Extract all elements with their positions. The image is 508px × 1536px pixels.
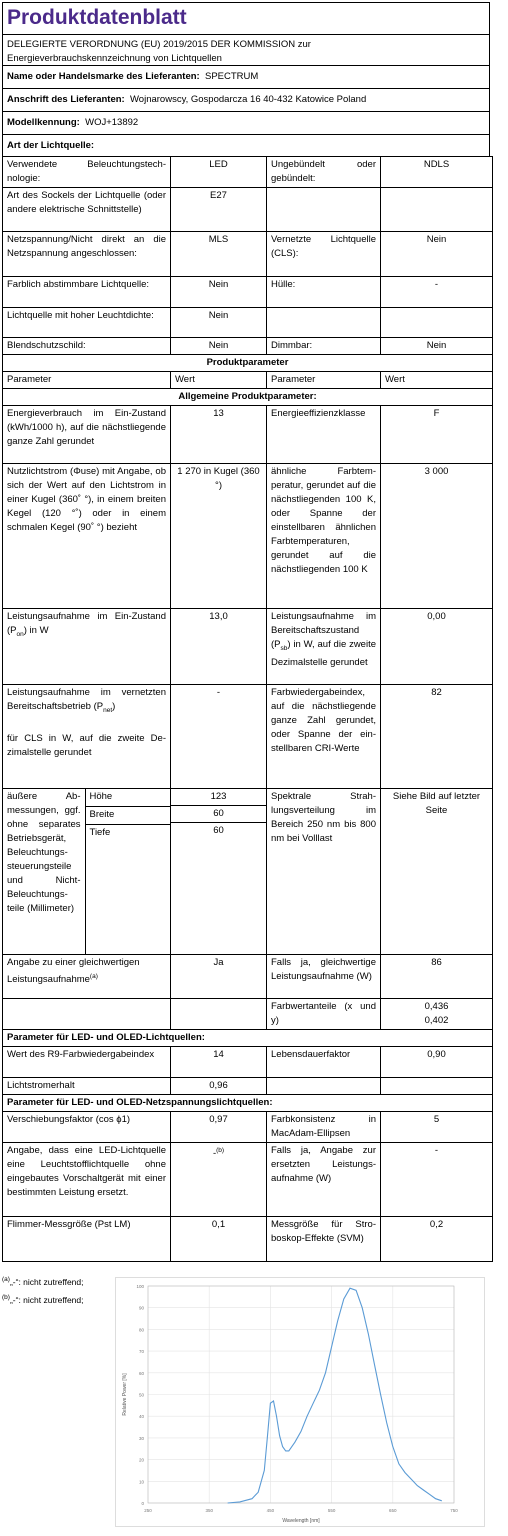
- table-row: [3, 355, 493, 372]
- y-tick-label: 30: [138, 1435, 144, 1441]
- param-value: [381, 308, 493, 338]
- footnote-marker: (b): [2, 1294, 10, 1301]
- y-tick-label: 60: [138, 1370, 144, 1376]
- param-label: Art des Sockels der Lichtquelle (oder andere elektrische Schnittstelle): [3, 188, 171, 232]
- column-header: Wert: [381, 372, 493, 389]
- param-value: 0,2: [381, 1217, 493, 1262]
- param-value: 0,97: [171, 1112, 267, 1143]
- column-header: Parameter: [3, 372, 171, 389]
- dimensions-label: äußere Abmessungen, ggf. ohne separates Betriebsgerät, Beleuchtungssteuerungsteile und Nicht-Beleuchtungsteile (Millimeter): [3, 789, 85, 954]
- param-label: Farbwertanteile (x und y): [267, 999, 381, 1030]
- param-label: Energieverbrauch im Ein-Zustand (kWh/1000 h), auf die nächstliegende ganze Zahl gerundet: [3, 406, 171, 464]
- param-value: Siehe Bild auf letzter Seite: [381, 789, 493, 955]
- dim-value: 60: [213, 825, 224, 836]
- table-row: [3, 1078, 493, 1095]
- param-value: MLS: [171, 232, 267, 277]
- table-row: [3, 1112, 493, 1143]
- param-value: Nein: [381, 232, 493, 277]
- pon-label-tail: ) in W: [23, 625, 49, 636]
- param-value: 14: [171, 1047, 267, 1078]
- param-value: 5: [381, 1112, 493, 1143]
- table-row: [3, 338, 493, 355]
- dimensions-cell: [3, 789, 171, 955]
- eq-sup: (a): [89, 973, 98, 980]
- chroma-y: 0,402: [424, 1015, 449, 1026]
- y-tick-label: 0: [141, 1501, 144, 1506]
- param-value: 0,1: [171, 1217, 267, 1262]
- datasheet: [2, 2, 490, 1262]
- empty-cell: [267, 1078, 381, 1095]
- param-value: Nein: [171, 308, 267, 338]
- type-table: [2, 156, 493, 1262]
- footnote-text: „-“: nicht zutreffend;: [9, 1294, 84, 1305]
- y-tick-label: 10: [138, 1479, 144, 1485]
- y-tick-label: 40: [138, 1414, 144, 1420]
- param-value: 86: [381, 955, 493, 999]
- table-row: [3, 955, 493, 999]
- empty-cell: [3, 999, 171, 1030]
- footnote-text: „-“: nicht zutreffend;: [9, 1276, 84, 1287]
- y-tick-label: 80: [138, 1327, 144, 1333]
- spectrum-chart-svg: [116, 1278, 484, 1526]
- repl-sup: (b): [216, 1147, 225, 1154]
- footnote: [2, 1294, 84, 1305]
- param-label: [267, 609, 381, 685]
- param-value: [381, 188, 493, 232]
- table-row: [3, 389, 493, 406]
- regulation-text: [2, 35, 490, 66]
- pnet-label-2: für CLS in W, auf die zweite Dezimalstelle gerundet: [7, 732, 166, 758]
- psb-subscript: sb: [280, 644, 288, 652]
- footnote-marker: (a): [2, 1276, 10, 1283]
- dim-value: 60: [171, 806, 266, 823]
- eq-label: Angabe zu einer gleichwertigen Leistungsaufnahme: [7, 957, 140, 986]
- column-header: Parameter: [267, 372, 381, 389]
- param-label: Ungebündelt oder gebündelt:: [267, 157, 381, 188]
- param-label: [3, 955, 171, 999]
- table-header-row: [3, 372, 493, 389]
- supplier-value: SPECTRUM: [205, 71, 259, 82]
- param-value: 0,00: [381, 609, 493, 685]
- table-row: [3, 277, 493, 308]
- y-tick-label: 70: [138, 1349, 144, 1355]
- table-row: [3, 308, 493, 338]
- param-label: Nutzlichtstrom (Φuse) mit Angabe, ob sich der Wert auf den Lichtstrom in einer Kugel (360˚ °), in einem breiten Kegel (120 °˚) oder in einem schmalen Kegel (90˚ °) bezieht: [3, 464, 171, 609]
- led-heading: Parameter für LED- und OLED-Lichtquellen:: [3, 1030, 493, 1047]
- param-value: 13,0: [171, 609, 267, 685]
- chroma-x: 0,436: [424, 1001, 449, 1012]
- y-tick-label: 50: [138, 1392, 144, 1398]
- param-value: -: [381, 1143, 493, 1217]
- param-label: Farblich abstimmbare Lichtquelle:: [3, 277, 171, 308]
- param-value: 82: [381, 685, 493, 789]
- supplier-row: [2, 66, 490, 89]
- param-value: -: [171, 685, 267, 789]
- table-row: [3, 406, 493, 464]
- dimensions-subtable: [3, 789, 171, 954]
- table-row: [3, 1217, 493, 1262]
- pon-subscript: on: [16, 630, 24, 638]
- param-value: 0,96: [171, 1078, 267, 1095]
- param-value: Nein: [171, 277, 267, 308]
- param-label: Verwendete Beleuchtungstechnologie:: [3, 157, 171, 188]
- param-value: Nein: [381, 338, 493, 355]
- param-value: NDLS: [381, 157, 493, 188]
- x-axis-label: Wavelength [nm]: [282, 1518, 320, 1524]
- footnote: [2, 1276, 84, 1287]
- param-value: Ja: [171, 955, 267, 999]
- address-value: Wojnarowscy, Gospodarcza 16 40-432 Katowice Poland: [130, 94, 367, 105]
- table-row: [3, 685, 493, 789]
- param-label: Flimmer-Messgröße (Pst LM): [3, 1217, 171, 1262]
- address-label: Anschrift des Lieferanten:: [7, 94, 125, 105]
- table-row: [3, 1095, 493, 1112]
- param-value: 13: [171, 406, 267, 464]
- param-label: Vernetzte Lichtquelle (CLS):: [267, 232, 381, 277]
- type-heading: Art der Lichtquelle:: [2, 135, 490, 157]
- x-tick-label: 450: [266, 1508, 275, 1513]
- x-tick-label: 250: [144, 1508, 152, 1513]
- psb-label: Leistungsaufnahme im Bereitschaftszustand (P: [271, 611, 376, 650]
- table-row: [3, 188, 493, 232]
- param-value: 1 270 in Kugel (360 °): [171, 464, 267, 609]
- supplier-label: Name oder Handelsmarke des Lieferanten:: [7, 71, 200, 82]
- dim-name: Tiefe: [89, 827, 111, 838]
- param-label: [3, 609, 171, 685]
- params-heading: Produktparameter: [3, 355, 493, 372]
- dim-name: Breite: [85, 807, 171, 825]
- table-row: [3, 1030, 493, 1047]
- page-title: Produktdatenblatt: [2, 2, 490, 35]
- pnet-subscript: net: [103, 706, 113, 714]
- mains-heading: Parameter für LED- und OLED-Netzspannungslichtquellen:: [3, 1095, 493, 1112]
- param-label: [3, 685, 171, 789]
- param-label: Netzspannung/Nicht direkt an die Netzspannung angeschlossen:: [3, 232, 171, 277]
- table-row: [3, 609, 493, 685]
- param-label: [267, 188, 381, 232]
- param-label: [267, 308, 381, 338]
- regulation-line-1: DELEGIERTE VERORDNUNG (EU) 2019/2015 DER KOMMISSION zur: [7, 39, 311, 50]
- table-row: [3, 789, 493, 955]
- spectrum-chart: [115, 1277, 485, 1527]
- table-row: [3, 464, 493, 609]
- param-value: [381, 999, 493, 1030]
- param-label: Angabe, dass eine LED-Lichtquelle eine Leuchtstofflichtquelle ohne eingebautes Vorschaltgerät mit einer bestimmten Leistung ersetzt.: [3, 1143, 171, 1217]
- x-tick-label: 650: [389, 1508, 397, 1513]
- param-label: Lichtstromerhalt: [3, 1078, 171, 1095]
- param-label: ähnliche Farbtemperatur, gerundet auf die nächstliegenden 100 K, oder Spanne der einstellbaren ähnlichen Farbtemperaturen, gerundet auf die nächstliegenden 100 K: [267, 464, 381, 609]
- param-label: Falls ja, Angabe zur ersetzten Leistungsaufnahme (W): [267, 1143, 381, 1217]
- y-axis-label: Relative Power [%]: [122, 1373, 128, 1416]
- param-value: 0,90: [381, 1047, 493, 1078]
- param-label: Dimmbar:: [267, 338, 381, 355]
- param-value: LED: [171, 157, 267, 188]
- param-value: 3 000: [381, 464, 493, 609]
- x-tick-label: 550: [327, 1508, 336, 1513]
- dimensions-values: [171, 789, 267, 955]
- table-row: [3, 157, 493, 188]
- dim-name: Höhe: [85, 789, 171, 807]
- model-label: Modellkennung:: [7, 117, 80, 128]
- param-value: E27: [171, 188, 267, 232]
- param-value: Nein: [171, 338, 267, 355]
- psb-label-tail: ) in W, auf die zweite Dezimalstelle gerundet: [271, 639, 376, 668]
- model-row: [2, 112, 490, 135]
- param-label: Falls ja, gleichwertige Leistungsaufnahme (W): [267, 955, 381, 999]
- y-tick-label: 90: [138, 1305, 144, 1311]
- pon-label: Leistungsaufnahme im Ein-Zustand (P: [7, 611, 166, 636]
- param-label: Energieeffizienzklasse: [267, 406, 381, 464]
- param-label: Farbwiedergabeindex, auf die nächstliegende ganze Zahl gerundet, oder Spanne der einstellbaren CRI-Werte: [267, 685, 381, 789]
- x-tick-label: 750: [450, 1508, 458, 1513]
- model-value: WOJ+13892: [85, 117, 139, 128]
- table-row: [3, 999, 493, 1030]
- spectrum-line: [228, 1288, 442, 1503]
- param-label: Wert des R9-Farbwiedergabeindex: [3, 1047, 171, 1078]
- param-value: -: [381, 277, 493, 308]
- general-heading: Allgemeine Produktparameter:: [3, 389, 493, 406]
- param-label: Blendschutzschild:: [3, 338, 171, 355]
- y-tick-label: 20: [138, 1457, 144, 1463]
- param-label: Spektrale Strahlungsverteilung im Bereich 250 nm bis 800 nm bei Volllast: [267, 789, 381, 955]
- param-label: Verschiebungsfaktor (cos ϕ1): [3, 1112, 171, 1143]
- table-row: [3, 232, 493, 277]
- table-row: [3, 1143, 493, 1217]
- param-value: [171, 1143, 267, 1217]
- pnet-label-tail: ): [112, 701, 116, 712]
- param-label: Lichtquelle mit hoher Leuchtdichte:: [3, 308, 171, 338]
- y-tick-label: 100: [136, 1284, 144, 1289]
- repl-value: -: [212, 1148, 217, 1160]
- address-row: [2, 89, 490, 112]
- table-row: [3, 1047, 493, 1078]
- param-label: Lebensdauerfaktor: [267, 1047, 381, 1078]
- param-label: Farbkonsistenz in MacAdam-Ellipsen: [267, 1112, 381, 1143]
- param-label: Messgröße für Stroboskop-Effekte (SVM): [267, 1217, 381, 1262]
- pnet-label: Leistungsaufnahme im vernetzten Bereitschaftsbetrieb (P: [7, 687, 166, 712]
- column-header: Wert: [171, 372, 267, 389]
- param-value: F: [381, 406, 493, 464]
- regulation-line-2: Energieverbrauchskennzeichnung von Lichtquellen: [7, 53, 222, 64]
- param-label: Hülle:: [267, 277, 381, 308]
- dim-value: 123: [171, 789, 266, 806]
- x-tick-label: 350: [205, 1508, 213, 1513]
- empty-cell: [381, 1078, 493, 1095]
- empty-cell: [171, 999, 267, 1030]
